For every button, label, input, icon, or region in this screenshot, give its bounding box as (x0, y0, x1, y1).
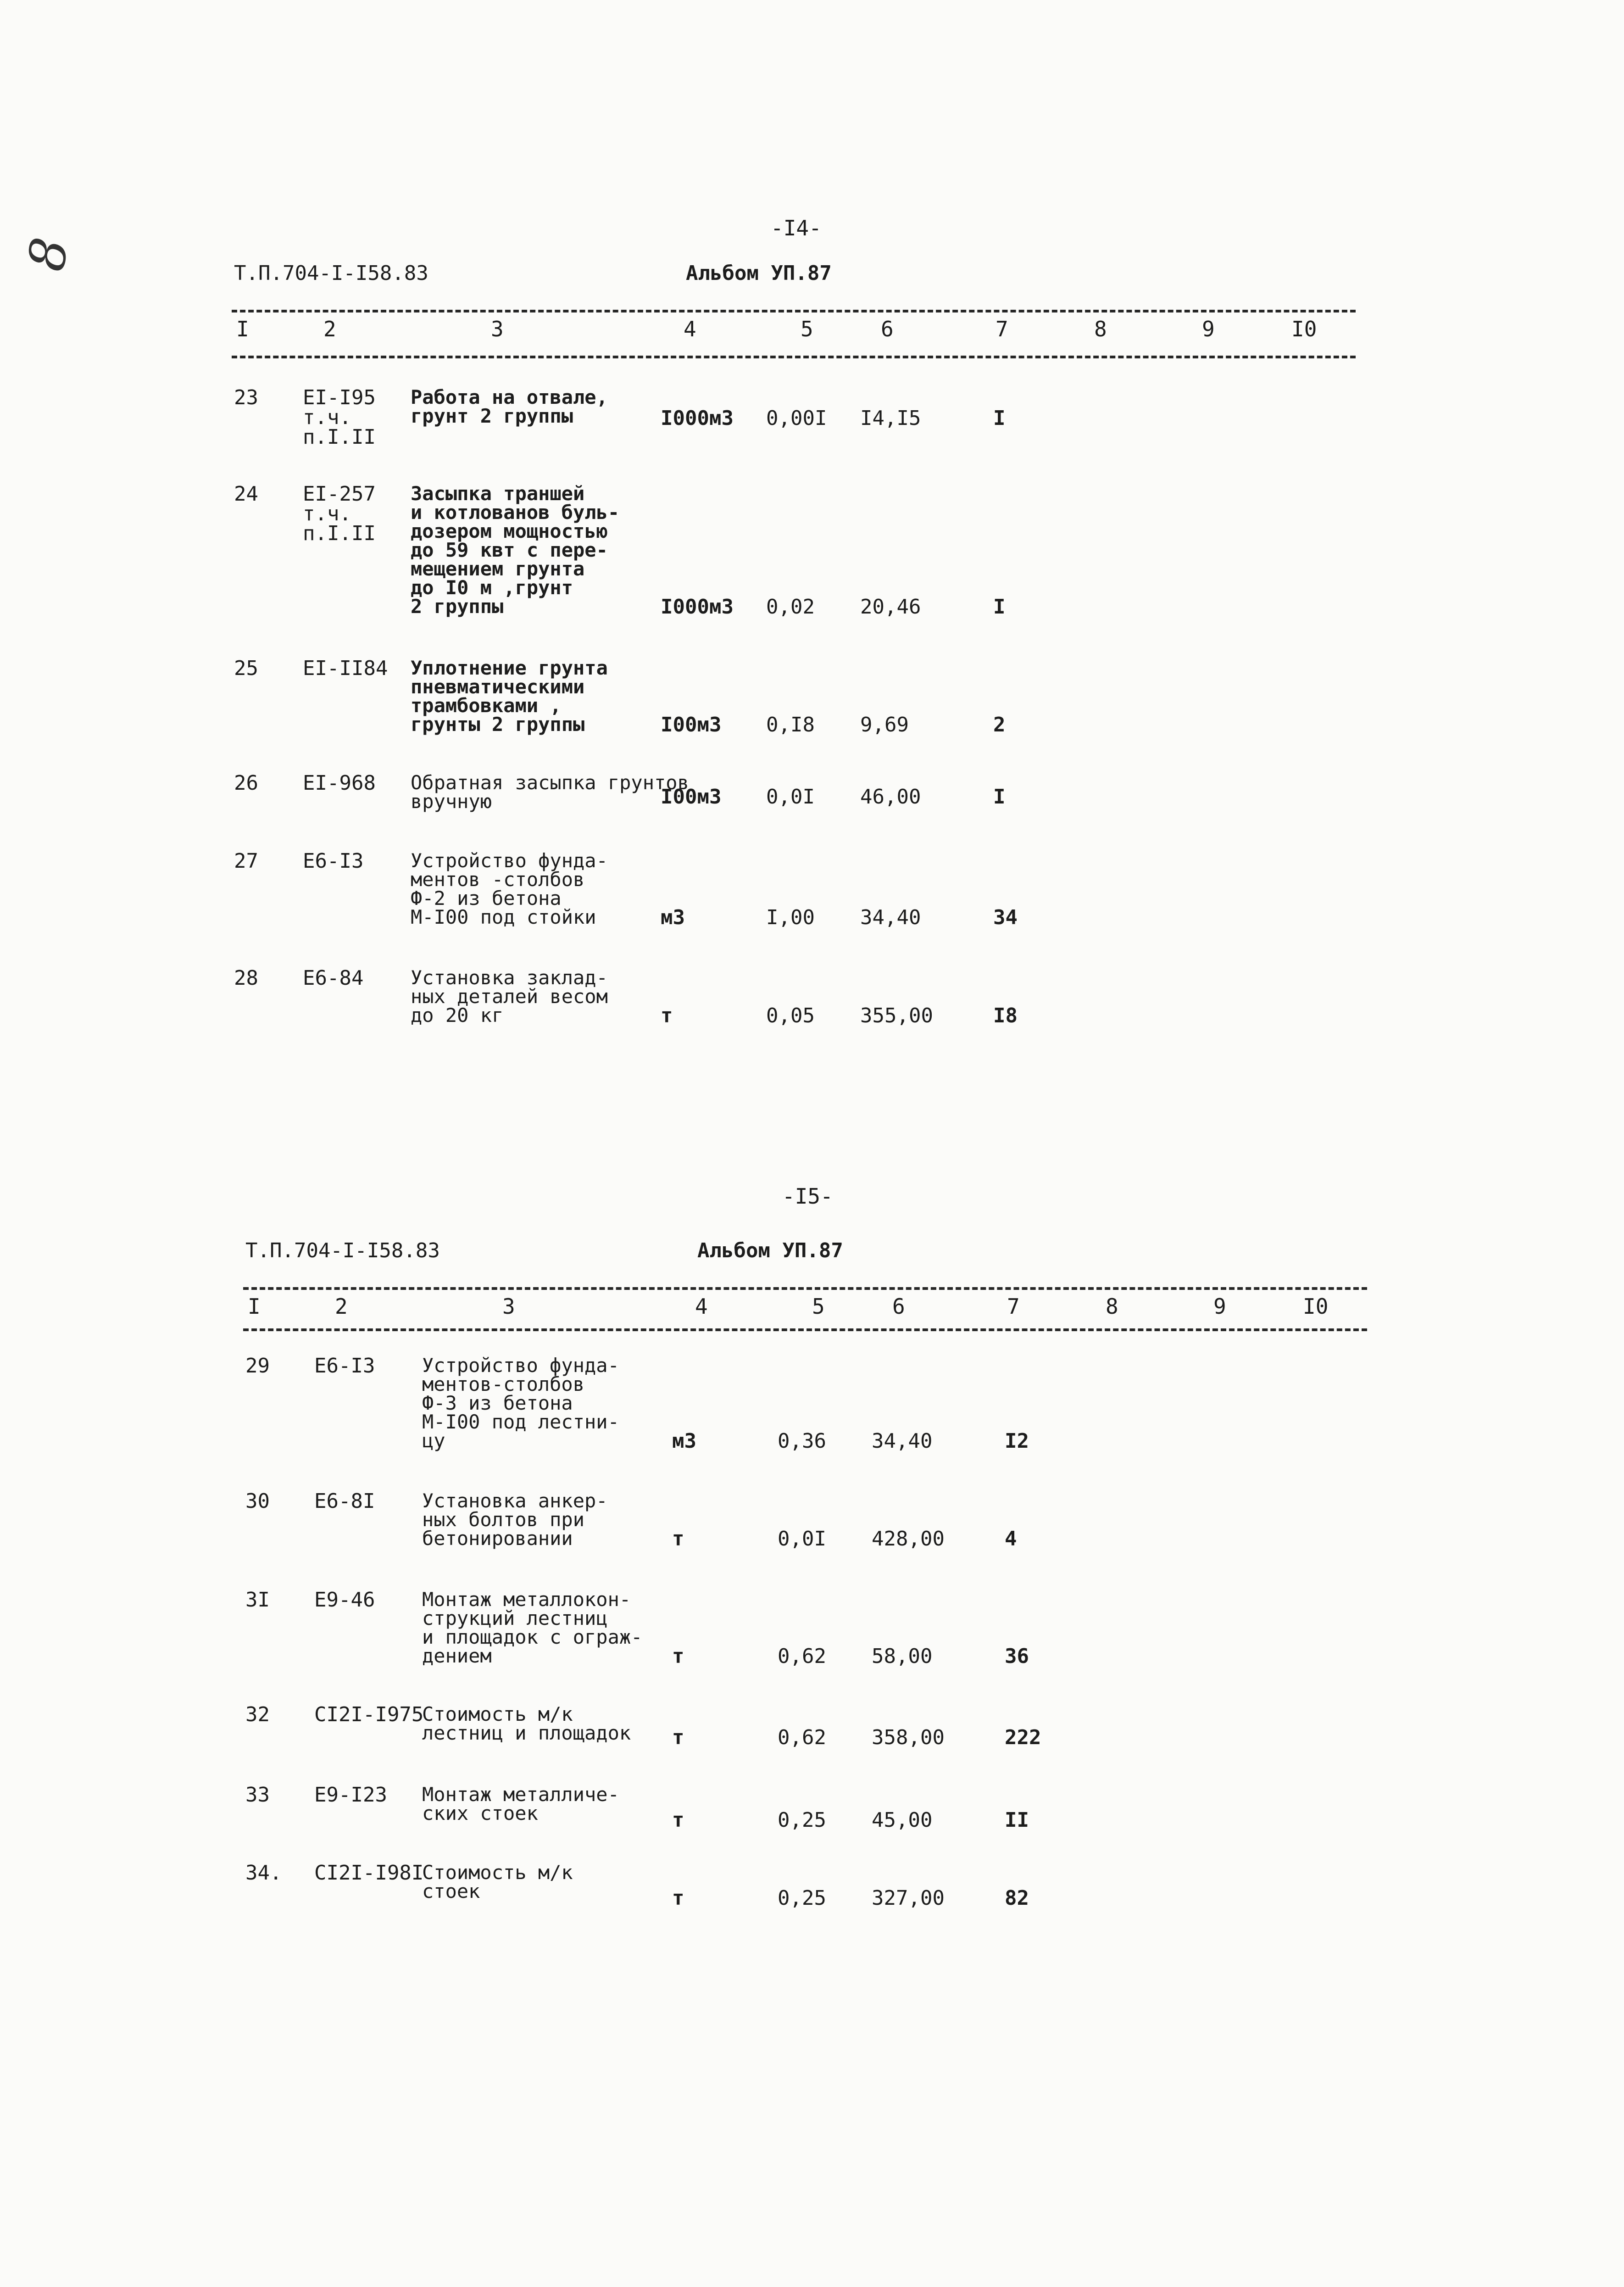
quantity: 0,02 (766, 595, 815, 619)
column-number: 5 (801, 317, 813, 341)
unit-price: 58,00 (872, 1645, 933, 1668)
total-cost: I8 (993, 1004, 1018, 1027)
unit-price: 20,46 (860, 595, 921, 619)
total-cost: I (993, 595, 1006, 619)
doc-code: Т.П.704-I-I58.83 (245, 1239, 440, 1262)
column-number: 6 (881, 317, 894, 341)
total-cost: 2 (993, 713, 1006, 736)
column-number: 7 (996, 317, 1008, 341)
row-number: 29 (245, 1354, 270, 1378)
column-number: I0 (1303, 1294, 1329, 1319)
norm-code: E6-8I (314, 1489, 375, 1513)
unit: I000м3 (661, 407, 734, 430)
unit: т (672, 1726, 684, 1749)
column-number: 9 (1202, 317, 1215, 341)
total-cost: I2 (1005, 1429, 1029, 1453)
norm-code: EI-257 т.ч. п.I.II (303, 482, 376, 545)
column-number: 3 (491, 317, 504, 341)
quantity: 0,0I (778, 1527, 826, 1551)
unit: т (661, 1004, 673, 1027)
column-number: 2 (323, 317, 336, 341)
norm-code: EI-968 (303, 771, 376, 795)
work-description: Засыпка траншей и котлованов буль- дозером мощностью до 59 квт с пере- мещением грунта до I0 м ,грунт 2 группы (411, 482, 620, 618)
header-rule-top (232, 310, 1356, 312)
unit-price: 9,69 (860, 713, 909, 736)
unit-price: 34,40 (860, 906, 921, 929)
unit: I000м3 (661, 595, 734, 619)
work-description: Уплотнение грунта пневматическими трамбовками , грунты 2 группы (411, 657, 608, 736)
quantity: 0,0I (766, 785, 815, 809)
unit-price: 327,00 (872, 1886, 945, 1910)
unit: т (672, 1886, 684, 1910)
norm-code: EI-I95 т.ч. п.I.II (303, 386, 376, 449)
quantity: I,00 (766, 906, 815, 929)
unit: т (672, 1527, 684, 1551)
total-cost: 36 (1005, 1645, 1029, 1668)
page-number: -I5- (782, 1184, 833, 1209)
work-description: Установка анкер- ных болтов при бетонировании (422, 1489, 608, 1550)
unit-price: I4,I5 (860, 407, 921, 430)
work-description: Устройство фунда- ментов -столбов Ф-2 из бетона М-I00 под стойки (411, 849, 608, 928)
quantity: 0,25 (778, 1886, 826, 1910)
row-number: 23 (234, 386, 258, 409)
page-number: -I4- (771, 216, 822, 240)
unit-price: 358,00 (872, 1726, 945, 1749)
norm-code: EI-II84 (303, 657, 388, 680)
album-title: Альбом УП.87 (697, 1239, 843, 1262)
work-description: Обратная засыпка грунтов вручную (411, 771, 689, 813)
album-title: Альбом УП.87 (686, 262, 832, 285)
unit-price: 46,00 (860, 785, 921, 809)
column-number: 3 (502, 1294, 515, 1319)
norm-code: E9-46 (314, 1588, 375, 1612)
row-number: 25 (234, 657, 258, 680)
column-number: 9 (1213, 1294, 1226, 1319)
row-number: 24 (234, 482, 258, 506)
unit: т (672, 1808, 684, 1832)
column-number: I0 (1291, 317, 1317, 341)
column-number: 4 (684, 317, 696, 341)
work-description: Монтаж металлокон- струкций лестниц и площадок с ограж- дением (422, 1588, 643, 1667)
row-number: 33 (245, 1783, 270, 1807)
work-description: Работа на отвале, грунт 2 группы (411, 386, 608, 427)
quantity: 0,62 (778, 1645, 826, 1668)
column-number: 8 (1106, 1294, 1118, 1319)
unit: I00м3 (661, 785, 722, 809)
doc-code: Т.П.704-I-I58.83 (234, 262, 428, 285)
row-number: 26 (234, 771, 258, 795)
unit-price: 355,00 (860, 1004, 933, 1027)
column-number: I (236, 317, 249, 341)
header-rule-bottom (243, 1328, 1367, 1331)
unit: т (672, 1645, 684, 1668)
quantity: 0,62 (778, 1726, 826, 1749)
column-number: 6 (892, 1294, 905, 1319)
quantity: 0,05 (766, 1004, 815, 1027)
total-cost: I (993, 785, 1006, 809)
column-number: 8 (1094, 317, 1107, 341)
column-number: 5 (812, 1294, 825, 1319)
quantity: 0,25 (778, 1808, 826, 1832)
header-rule-bottom (232, 356, 1356, 358)
work-description: Установка заклад- ных деталей весом до 20 кг (411, 966, 608, 1026)
unit: м3 (672, 1429, 696, 1453)
row-number: 30 (245, 1489, 270, 1513)
column-number: I (248, 1294, 261, 1319)
work-description: Стоимость м/к стоек (422, 1861, 573, 1902)
total-cost: I (993, 407, 1006, 430)
norm-code: E6-I3 (314, 1354, 375, 1378)
unit: I00м3 (661, 713, 722, 736)
column-number: 2 (335, 1294, 348, 1319)
quantity: 0,36 (778, 1429, 826, 1453)
row-number: 27 (234, 849, 258, 873)
row-number: 32 (245, 1703, 270, 1726)
unit: м3 (661, 906, 685, 929)
norm-code: E9-I23 (314, 1783, 387, 1807)
total-cost: 222 (1005, 1726, 1041, 1749)
norm-code: CI2I-I975 (314, 1703, 424, 1726)
total-cost: 82 (1005, 1886, 1029, 1910)
norm-code: CI2I-I98I (314, 1861, 424, 1885)
column-number: 4 (695, 1294, 708, 1319)
work-description: Стоимость м/к лестниц и площадок (422, 1703, 631, 1744)
row-number: 28 (234, 966, 258, 990)
work-description: Устройство фунда- ментов-столбов Ф-3 из бетона М-I00 под лестни- цу (422, 1354, 619, 1452)
norm-code: E6-I3 (303, 849, 364, 873)
quantity: 0,I8 (766, 713, 815, 736)
row-number: 3I (245, 1588, 270, 1612)
quantity: 0,00I (766, 407, 827, 430)
unit-price: 45,00 (872, 1808, 933, 1832)
margin-mark: 8 (16, 233, 80, 275)
total-cost: II (1005, 1808, 1029, 1832)
total-cost: 4 (1005, 1527, 1017, 1551)
column-number: 7 (1007, 1294, 1020, 1319)
unit-price: 34,40 (872, 1429, 933, 1453)
header-rule-top (243, 1287, 1367, 1290)
work-description: Монтаж металличе- ских стоек (422, 1783, 619, 1824)
unit-price: 428,00 (872, 1527, 945, 1551)
norm-code: E6-84 (303, 966, 364, 990)
row-number: 34. (245, 1861, 282, 1885)
total-cost: 34 (993, 906, 1018, 929)
